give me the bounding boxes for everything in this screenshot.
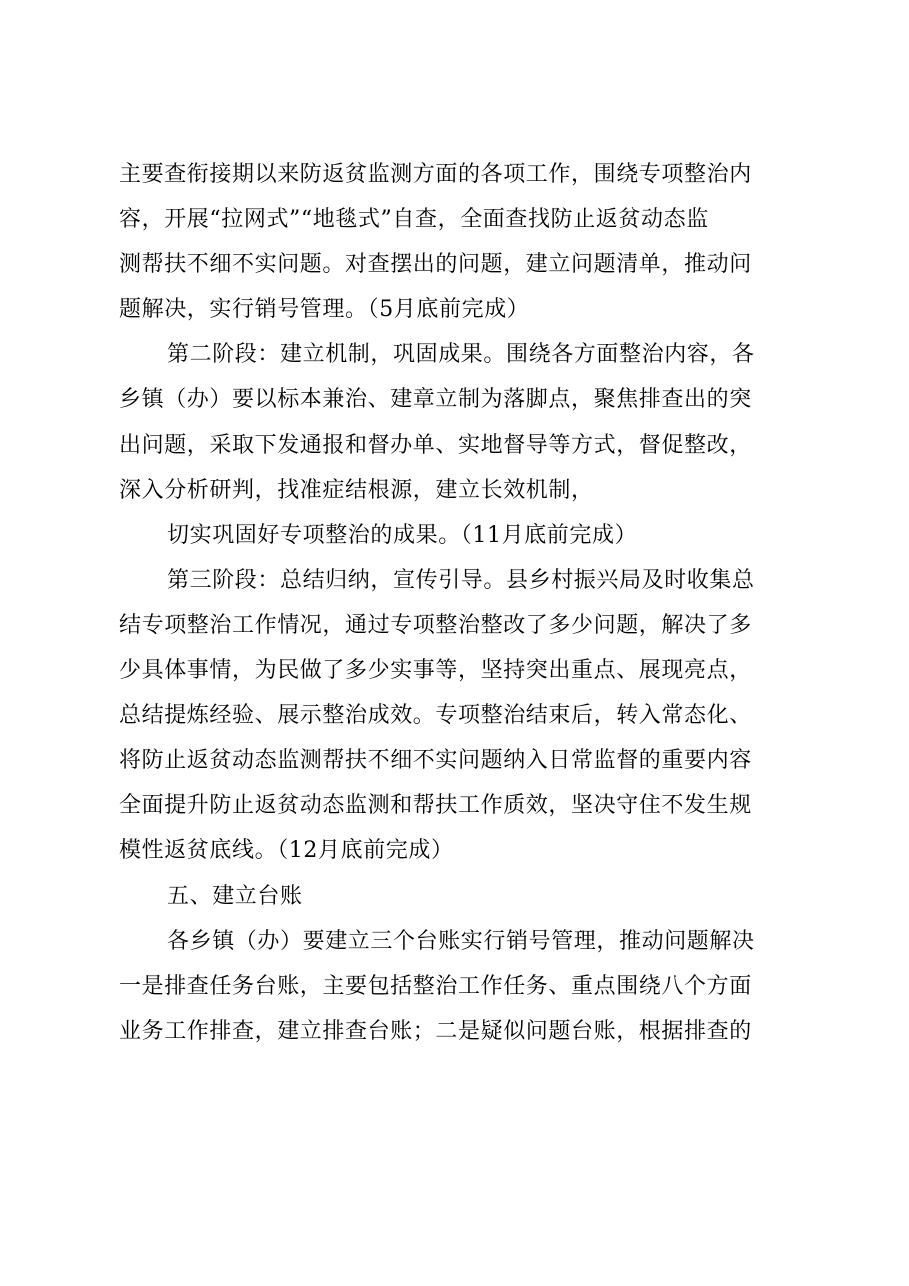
- text-line: 题解决，实行销号管理。（5月底前完成）: [119, 297, 530, 323]
- text-line: 出问题，采取下发通报和督办单、实地督导等方式，督促整改，: [119, 432, 752, 458]
- text-line: 全面提升防止返贫动态监测和帮扶工作质效，坚决守住不发生规: [119, 793, 752, 819]
- text-line: 主要查衔接期以来防返贫监测方面的各项工作，围绕专项整治内: [119, 162, 752, 187]
- section-heading-ledger: 五、建立台账: [167, 883, 303, 909]
- text-line: 测帮扶不细不实问题。对查摆出的问题，建立问题清单，推动问: [119, 252, 752, 278]
- paragraph-consolidation: 切实巩固好专项整治的成果。（11月底前完成）: [167, 522, 638, 548]
- text-line: 模性返贫底线。（12月底前完成）: [119, 838, 454, 864]
- paragraph-stage-two-start: 第二阶段：建立机制，巩固成果。围绕各方面整治内容，各: [167, 342, 755, 368]
- text-line: 深入分析研判，找准症结根源，建立长效机制，: [119, 477, 594, 503]
- text-line: 结专项整治工作情况，通过专项整治整改了多少问题，解决了多: [119, 612, 752, 638]
- paragraph-stage-three-start: 第三阶段：总结归纳，宣传引导。县乡村振兴局及时收集总: [167, 567, 755, 593]
- text-line: 业务工作排查，建立排查台账；二是疑似问题台账，根据排查的: [119, 1018, 752, 1044]
- text-line: 一是排查任务台账，主要包括整治工作任务、重点围绕八个方面: [119, 973, 752, 999]
- document-body: [119, 152, 807, 1054]
- text-line: 总结提炼经验、展示整治成效。专项整治结束后，转入常态化、: [119, 703, 752, 729]
- text-line: 容，开展“拉网式”“地毯式”自查，全面查找防止返贫动态监: [119, 207, 709, 233]
- text-line: 少具体事情，为民做了多少实事等，坚持突出重点、展现亮点，: [119, 658, 752, 684]
- text-line: 将防止返贫动态监测帮扶不细不实问题纳入日常监督的重要内容: [119, 748, 752, 774]
- text-line: 乡镇（办）要以标本兼治、建章立制为落脚点，聚焦排查出的突: [119, 387, 752, 413]
- paragraph-ledger-start: 各乡镇（办）要建立三个台账实行销号管理，推动问题解决: [167, 928, 755, 954]
